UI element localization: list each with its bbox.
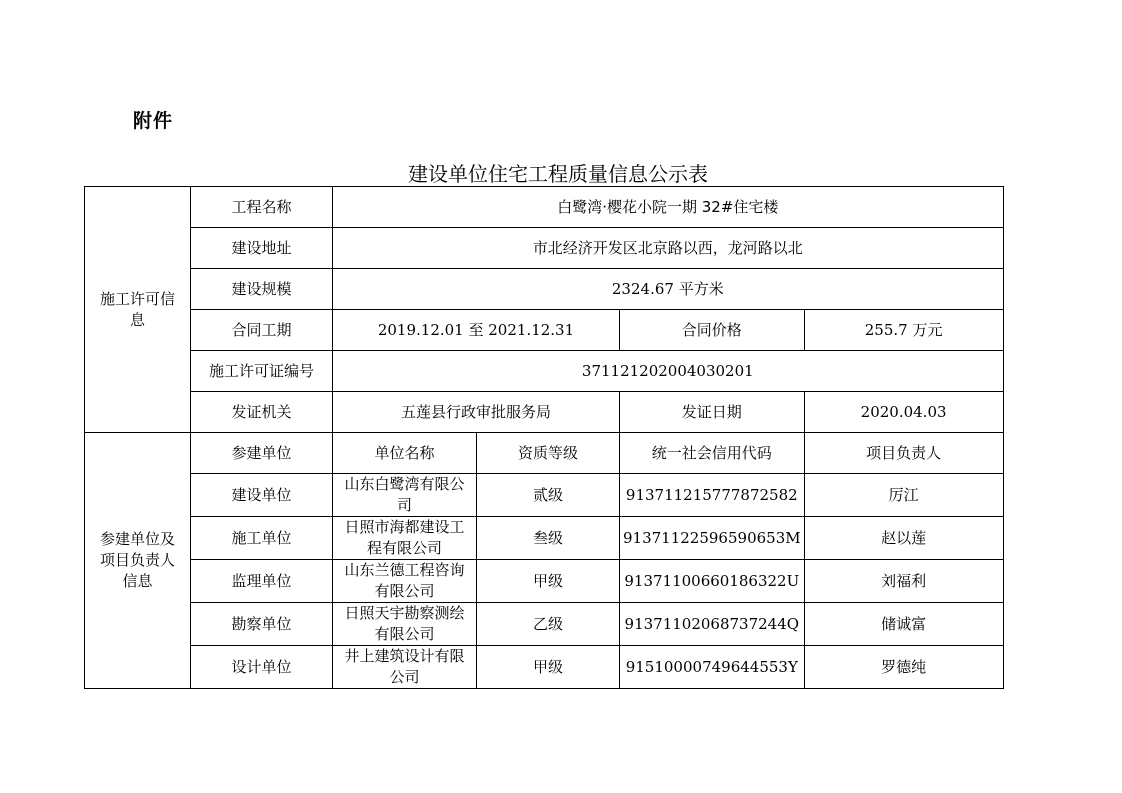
participant-role: 施工单位 [191, 517, 333, 560]
project-name-value: 白鹭湾·樱花小院一期 32#住宅楼 [333, 187, 1004, 228]
table-row [85, 560, 1004, 603]
participant-company: 日照市海都建设工程有限公司 [333, 517, 477, 560]
address-value: 市北经济开发区北京路以西，龙河路以北 [333, 228, 1004, 269]
table-row [85, 228, 1004, 269]
permit-group-label: 施工许可信息 [85, 187, 191, 433]
period-label: 合同工期 [191, 310, 333, 351]
issue-date-label: 发证日期 [620, 392, 805, 433]
period-value: 2019.12.01 至 2021.12.31 [333, 310, 620, 351]
participant-grade: 甲级 [477, 560, 620, 603]
participant-role: 勘察单位 [191, 603, 333, 646]
column-header: 单位名称 [333, 433, 477, 474]
participant-role: 建设单位 [191, 474, 333, 517]
participants-group-label: 参建单位及项目负责人信息 [85, 433, 191, 689]
participant-person: 罗德纯 [804, 646, 1003, 689]
participant-credit-code: 91371100660186322U [620, 560, 805, 603]
column-header: 资质等级 [477, 433, 620, 474]
price-value: 255.7 万元 [804, 310, 1003, 351]
issuer-value: 五莲县行政审批服务局 [333, 392, 620, 433]
participant-person: 厉江 [804, 474, 1003, 517]
address-label: 建设地址 [191, 228, 333, 269]
issuer-label: 发证机关 [191, 392, 333, 433]
price-label: 合同价格 [620, 310, 805, 351]
table-row [85, 603, 1004, 646]
table-row [85, 392, 1004, 433]
participant-person: 储诚富 [804, 603, 1003, 646]
scale-label: 建设规模 [191, 269, 333, 310]
participant-company: 井上建筑设计有限公司 [333, 646, 477, 689]
column-header: 统一社会信用代码 [620, 433, 805, 474]
table-row [85, 269, 1004, 310]
permit-no-value: 371121202004030201 [333, 351, 1004, 392]
column-header: 参建单位 [191, 433, 333, 474]
attachment-label: 附件 [133, 110, 174, 132]
participant-credit-code: 91371122596590653M [620, 517, 805, 560]
participant-credit-code: 913711215777872582 [620, 474, 805, 517]
participant-grade: 叁级 [477, 517, 620, 560]
table-row [85, 351, 1004, 392]
participant-role: 监理单位 [191, 560, 333, 603]
participant-credit-code: 91510000749644553Y [620, 646, 805, 689]
issue-date-value: 2020.04.03 [804, 392, 1003, 433]
column-header: 项目负责人 [804, 433, 1003, 474]
participant-credit-code: 91371102068737244Q [620, 603, 805, 646]
participant-company: 山东兰德工程咨询有限公司 [333, 560, 477, 603]
participant-company: 山东白鹭湾有限公司 [333, 474, 477, 517]
participant-person: 刘福利 [804, 560, 1003, 603]
participant-person: 赵以莲 [804, 517, 1003, 560]
table-row [85, 310, 1004, 351]
participant-role: 设计单位 [191, 646, 333, 689]
table-row [85, 187, 1004, 228]
table-header-row [85, 433, 1004, 474]
participant-grade: 甲级 [477, 646, 620, 689]
participant-grade: 乙级 [477, 603, 620, 646]
table-row [85, 517, 1004, 560]
project-name-label: 工程名称 [191, 187, 333, 228]
table-row [85, 646, 1004, 689]
participant-grade: 贰级 [477, 474, 620, 517]
permit-no-label: 施工许可证编号 [191, 351, 333, 392]
page-title: 建设单位住宅工程质量信息公示表 [408, 162, 708, 186]
scale-value: 2324.67 平方米 [333, 269, 1004, 310]
table-row [85, 474, 1004, 517]
participant-company: 日照天宇勘察测绘有限公司 [333, 603, 477, 646]
info-table [84, 186, 1004, 689]
